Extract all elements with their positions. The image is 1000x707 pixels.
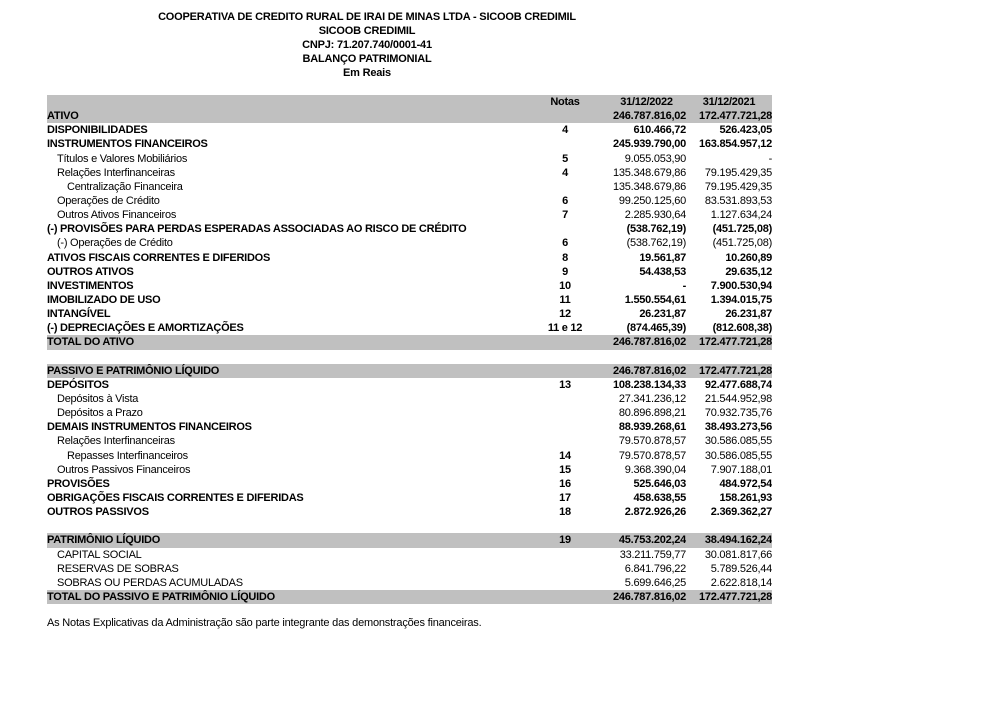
row-value-2022: 246.787.816,02 [607,590,686,604]
table-row [47,533,772,547]
row-label: (-) PROVISÕES PARA PERDAS ESPERADAS ASSOCIADAS AO RISCO DE CRÉDITO [47,223,467,236]
row-label: OUTROS ATIVOS [47,265,134,278]
row-label: Relações Interfinanceiras [57,435,175,448]
row-value-2022: 246.787.816,02 [607,335,686,349]
row-value-2022: 54.438,53 [639,265,686,278]
row-value-2022 [607,350,686,364]
table-row [47,463,772,477]
row-nota [523,434,607,448]
cnpj: CNPJ: 71.207.740/0001-41 [302,39,432,51]
row-value-2021: 26.231,87 [725,308,772,321]
table-row [47,576,772,590]
row-value-2022: (874.465,39) [626,322,686,335]
balance-sheet-table [47,95,772,604]
row-value-2021: 21.544.952,98 [704,393,772,406]
table-row [47,152,772,166]
year-2021-header: 31/12/2021 [686,95,772,109]
row-value-2021: 163.854.957,12 [699,138,772,151]
row-value-2021: 7.907.188,01 [710,463,772,476]
row-value-2021: 92.477.688,74 [704,378,772,391]
row-value-2022 [607,519,686,533]
row-value-2021: 30.586.085,55 [704,449,772,462]
table-row [47,420,772,434]
currency-unit: Em Reais [343,67,391,79]
row-label [47,519,523,533]
row-nota: 13 [559,378,571,391]
row-value-2021: 172.477.721,28 [686,335,772,349]
row-value-2021: 30.586.085,55 [704,435,772,448]
row-value-2021: 29.635,12 [725,265,772,278]
row-label: PATRIMÔNIO LÍQUIDO [47,533,523,547]
row-label: RESERVAS DE SOBRAS [57,562,179,575]
row-value-2021: 38.494.162,24 [686,533,772,547]
row-nota [523,392,607,406]
row-label: Outros Ativos Financeiros [57,209,177,222]
row-label: (-) Operações de Crédito [57,237,173,250]
table-row [47,335,772,349]
table-row [47,279,772,293]
row-label: Depósitos à Vista [57,393,139,406]
row-value-2021: 2.369.362,27 [710,506,772,519]
row-nota: 4 [562,124,568,137]
row-label: TOTAL DO PASSIVO E PATRIMÔNIO LÍQUIDO [47,590,523,604]
row-label: INVESTIMENTOS [47,279,134,292]
row-value-2022: 9.055.053,90 [624,152,686,165]
row-value-2022: (538.762,19) [626,223,686,236]
row-value-2022: (538.762,19) [626,237,686,250]
row-nota [523,109,607,123]
table-row [47,321,772,335]
row-value-2021: 5.789.526,44 [710,562,772,575]
table-row [47,491,772,505]
label-header [47,95,523,109]
row-value-2022: 610.466,72 [633,124,686,137]
table-row [47,477,772,491]
company-short-name: SICOOB CREDIMIL [318,25,416,37]
row-value-2021: 158.261,93 [719,492,772,504]
table-row [47,123,772,137]
row-label: (-) DEPRECIAÇÕES E AMORTIZAÇÕES [47,322,244,335]
table-row [47,392,772,406]
row-value-2022: 19.561,87 [639,251,686,264]
row-value-2021: 70.932.735,76 [704,407,772,420]
row-nota [523,350,607,364]
row-nota: 6 [562,195,568,208]
row-value-2021: 1.127.634,24 [710,209,772,222]
row-value-2021: (451.725,08) [712,237,772,250]
spacer-row [47,519,772,533]
row-value-2022: 108.238.134,33 [613,378,686,391]
row-value-2021: 172.477.721,28 [686,590,772,604]
row-label: ATIVO [47,109,523,123]
footnote: As Notas Explicativas da Administração são parte integrante das demonstrações financeiras. [47,617,482,629]
row-nota: 11 e 12 [547,322,583,335]
report-header [140,10,594,80]
row-nota: 19 [523,533,607,547]
row-nota: 10 [559,279,571,292]
table-row [47,434,772,448]
row-label: DISPONIBILIDADES [47,124,148,137]
table-row [47,166,772,180]
row-nota: 9 [562,265,568,278]
row-value-2021: 2.622.818,14 [710,576,772,589]
row-nota: 12 [559,308,571,321]
row-label: PROVISÕES [47,477,110,490]
row-value-2022: 33.211.759,77 [619,548,686,561]
row-nota [523,562,607,576]
row-label: DEPÓSITOS [47,378,109,391]
row-label: Operações de Crédito [57,195,160,208]
row-label: SOBRAS OU PERDAS ACUMULADAS [57,576,243,589]
row-value-2022: 5.699.646,25 [624,576,686,589]
table-row [47,293,772,307]
row-value-2022: 79.570.878,57 [618,449,686,462]
row-value-2022: 9.368.390,04 [624,463,686,476]
column-header-row [47,95,772,109]
table-row [47,364,772,378]
table-row [47,180,772,194]
table-row [47,406,772,420]
table-row [47,137,772,151]
row-nota: 17 [559,492,571,504]
row-label: Centralização Financeira [67,180,183,193]
row-value-2022: 246.787.816,02 [607,364,686,378]
table-row [47,378,772,392]
row-nota [523,420,607,434]
row-value-2021: 83.531.893,53 [704,195,772,208]
row-nota [523,406,607,420]
spacer-row [47,350,772,364]
table-row [47,265,772,279]
row-value-2022: 45.753.202,24 [607,533,686,547]
row-value-2021: 30.081.817,66 [704,548,772,561]
row-value-2022: 245.939.790,00 [613,138,686,151]
row-value-2021: (451.725,08) [712,223,772,236]
row-label: Títulos e Valores Mobiliários [57,152,188,165]
row-value-2021: 79.195.429,35 [704,180,772,193]
row-value-2022: 26.231,87 [639,308,686,321]
row-value-2021: 10.260,89 [725,251,772,264]
row-nota [523,137,607,151]
row-label: INTANGÍVEL [47,308,111,321]
row-value-2021: 79.195.429,35 [704,166,772,179]
row-nota [523,222,607,236]
table-row [47,251,772,265]
row-nota: 6 [562,237,568,250]
row-label: OUTROS PASSIVOS [47,506,149,519]
row-label: IMOBILIZADO DE USO [47,294,161,307]
row-label: Depósitos a Prazo [57,407,143,420]
row-value-2021: 172.477.721,28 [686,109,772,123]
table-row [47,449,772,463]
table-row [47,548,772,562]
report-title: BALANÇO PATRIMONIAL [302,53,432,65]
row-label: Relações Interfinanceiras [57,166,175,179]
row-label: Repasses Interfinanceiros [67,449,188,462]
row-label: OBRIGAÇÕES FISCAIS CORRENTES E DIFERIDAS [47,492,304,504]
row-nota: 4 [562,166,568,179]
row-value-2021 [686,519,772,533]
row-value-2021: 38.493.273,56 [704,421,772,434]
row-nota: 11 [559,294,571,307]
row-label: TOTAL DO ATIVO [47,335,523,349]
row-label: INSTRUMENTOS FINANCEIROS [47,138,208,151]
row-value-2022: 27.341.236,12 [618,393,686,406]
row-value-2022: - [682,279,686,292]
row-value-2022: 135.348.679,86 [613,166,686,179]
row-value-2022: 1.550.554,61 [624,294,686,307]
table-row [47,222,772,236]
row-nota: 15 [559,463,571,476]
table-row [47,109,772,123]
row-nota [523,590,607,604]
year-2022-header: 31/12/2022 [607,95,686,109]
row-value-2021: - [768,152,772,165]
table-row [47,590,772,604]
row-nota [523,180,607,194]
row-nota: 18 [559,506,571,519]
row-nota [523,364,607,378]
company-name: COOPERATIVA DE CREDITO RURAL DE IRAI DE MINAS LTDA - SICOOB CREDIMIL [158,11,576,23]
row-value-2022: 135.348.679,86 [613,180,686,193]
table-row [47,194,772,208]
row-nota: 8 [562,251,568,264]
notas-header: Notas [523,95,607,109]
row-value-2022: 246.787.816,02 [607,109,686,123]
row-value-2021: (812.608,38) [712,322,772,335]
row-value-2022: 2.285.930,64 [624,209,686,222]
row-label [47,350,523,364]
row-value-2022: 458.638,55 [633,492,686,504]
row-value-2021: 484.972,54 [719,477,772,490]
row-value-2021 [686,350,772,364]
row-label: PASSIVO E PATRIMÔNIO LÍQUIDO [47,364,523,378]
row-value-2022: 79.570.878,57 [618,435,686,448]
table-row [47,307,772,321]
row-value-2022: 2.872.926,26 [624,506,686,519]
row-nota [523,576,607,590]
row-nota [523,519,607,533]
row-value-2021: 7.900.530,94 [710,279,772,292]
table-row [47,208,772,222]
row-value-2021: 526.423,05 [719,124,772,137]
row-label: Outros Passivos Financeiros [57,463,191,476]
table-row [47,236,772,250]
row-nota: 7 [562,209,568,222]
row-value-2021: 172.477.721,28 [686,364,772,378]
row-value-2022: 99.250.125,60 [618,195,686,208]
row-value-2022: 80.896.898,21 [618,407,686,420]
row-nota: 5 [562,152,568,165]
row-label: CAPITAL SOCIAL [57,548,142,561]
row-label: DEMAIS INSTRUMENTOS FINANCEIROS [47,421,252,434]
row-nota [523,548,607,562]
row-nota: 14 [559,449,571,462]
row-nota [523,335,607,349]
row-value-2022: 88.939.268,61 [618,421,686,434]
table-row [47,505,772,519]
row-label: ATIVOS FISCAIS CORRENTES E DIFERIDOS [47,251,271,264]
row-nota: 16 [559,477,571,490]
row-value-2022: 525.646,03 [633,477,686,490]
row-value-2022: 6.841.796,22 [624,562,686,575]
table-row [47,562,772,576]
row-value-2021: 1.394.015,75 [710,294,772,307]
